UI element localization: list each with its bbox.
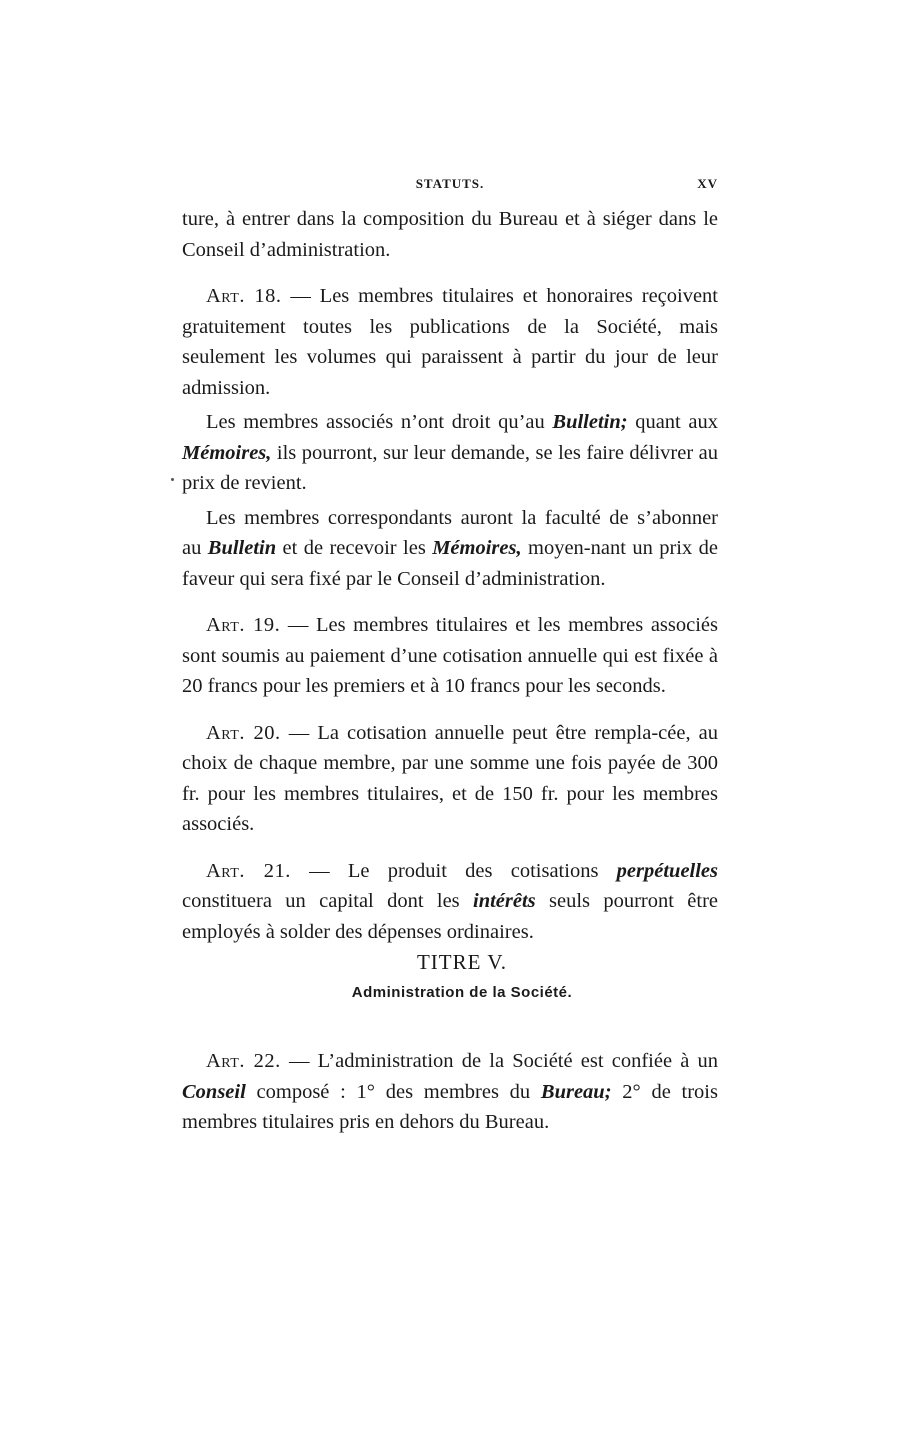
article-18-paragraph-3	[182, 503, 718, 595]
italic-term: Conseil	[182, 1080, 246, 1103]
section-subtitle: Administration de la Société.	[351, 983, 573, 1001]
page-number: XV	[697, 176, 718, 191]
article-label: Art. 22.	[206, 1050, 281, 1072]
article-label: Art. 20.	[206, 721, 281, 744]
italic-term: Mémoires,	[432, 537, 522, 559]
text-run: constituera un capital dont les	[182, 890, 473, 912]
text-run: moyen-nant un prix de faveur qui sera fixé par le Conseil d’administration.	[182, 537, 719, 590]
running-head	[182, 176, 718, 196]
article-text: — Les membres titulaires et les membres associés sont soumis au paiement d’une cotisation annuelle qui est fixée à 20 francs pour les premiers et à 10 francs pour les seconds.	[182, 614, 719, 697]
text-run: seuls pourront être employés à solder des dépenses ordinaires.	[182, 890, 718, 943]
italic-term: Bulletin	[207, 537, 277, 559]
article-22	[182, 1046, 718, 1138]
article-text: — Les membres titulaires et honoraires reçoivent gratuitement toutes les publications de la Société, mais seulement les volumes qui paraissent à partir du jour de leur admission.	[182, 285, 719, 399]
print-speck	[171, 478, 174, 481]
italic-term: perpétuelles	[616, 859, 719, 882]
italic-term: Mémoires,	[182, 441, 272, 464]
article-20	[182, 718, 718, 840]
article-label: Art. 18.	[206, 285, 282, 307]
continuation-paragraph: ture, à entrer dans la composition du Bureau et à siéger dans le Conseil d’administration.	[182, 208, 718, 261]
text-run: — Le produit des cotisations	[309, 859, 617, 882]
article-21	[182, 856, 718, 948]
page-text	[182, 204, 718, 1138]
running-title: STATUTS.	[415, 176, 485, 191]
section-title: TITRE V.	[416, 950, 508, 974]
text-run: quant aux	[627, 411, 718, 433]
text-run: 2° de trois membres titulaires pris en dehors du Bureau.	[182, 1080, 718, 1133]
text-run: composé : 1° des membres du	[245, 1080, 541, 1103]
article-19	[182, 610, 718, 702]
text-run: Les membres correspondants auront la faculté de s’abonner au	[182, 506, 718, 559]
article-18	[182, 281, 718, 403]
text-run: Les membres associés n’ont droit qu’au	[206, 411, 553, 433]
article-label: Art. 21.	[206, 859, 291, 882]
text-run: et de recevoir les	[276, 537, 433, 559]
article-text: — La cotisation annuelle peut être rempla-cée, au choix de chaque membre, par une somme une fois payée de 300 fr. pour les membres titulaires, et de 150 fr. pour les membres associés.	[182, 721, 719, 835]
article-label: Art. 19.	[206, 614, 281, 636]
text-run: ils pourront, sur leur demande, se les faire délivrer au prix de revient.	[182, 441, 718, 494]
italic-term: intérêts	[473, 890, 536, 912]
article-18-paragraph-2	[182, 407, 718, 499]
italic-term: Bureau;	[540, 1080, 612, 1103]
italic-term: Bulletin;	[552, 411, 628, 433]
text-run: — L’administration de la Société est confiée à un	[288, 1050, 718, 1072]
